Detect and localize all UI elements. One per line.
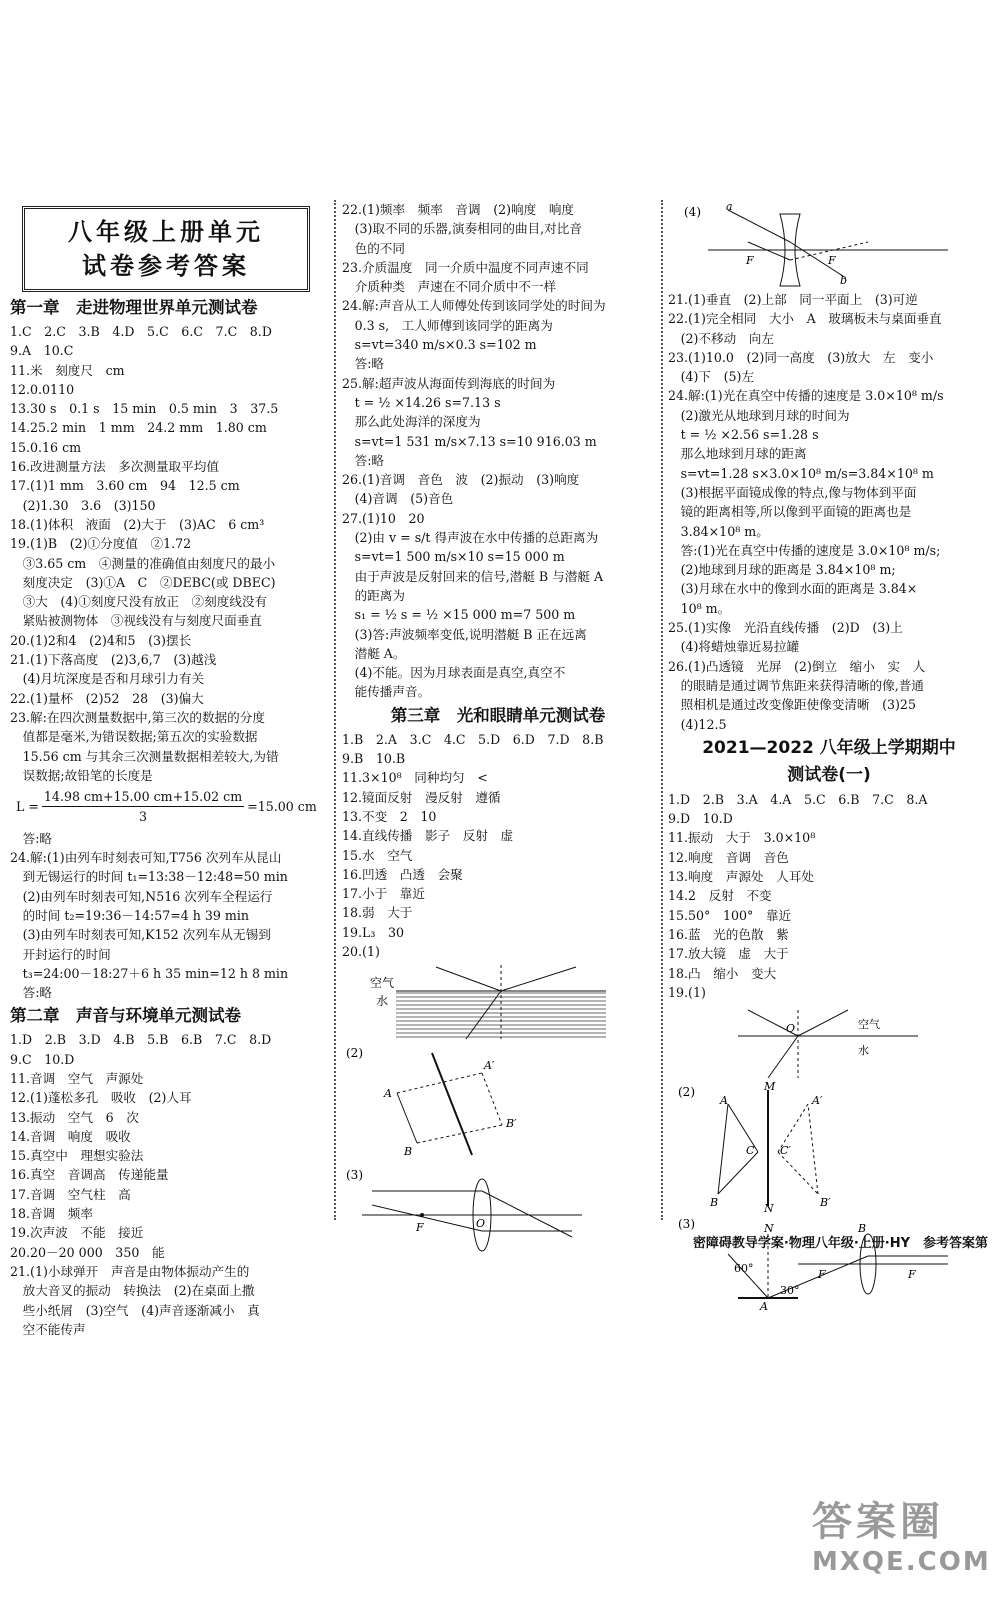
- point-B-prime: B′: [820, 1196, 831, 1210]
- answer-line: (4)音调 (5)音色: [342, 491, 454, 507]
- figure-2-label: (2): [346, 1046, 363, 1061]
- answer-line: 的距离为: [342, 587, 405, 603]
- refraction-diagram: [366, 963, 666, 1041]
- answer-line: (2)由 v = s/t 得声波在水中传播的总距离为: [342, 530, 599, 546]
- focus-F-right: F: [828, 254, 836, 267]
- answer-line: (4)月坑深度是否和月球引力有关: [10, 671, 205, 687]
- answer-line: 18.(1)体积 液面 (2)大于 (3)AC 6 cm³: [10, 516, 265, 532]
- refraction-diagram-midterm: [668, 1004, 978, 1080]
- answer-line: 由于声波是反射回来的信号,潜艇 B 与潜艇 A: [342, 568, 604, 584]
- answer-line: 15.真空中 理想实验法: [10, 1148, 144, 1164]
- answer-line: 10⁸ m。: [668, 600, 731, 616]
- column-divider: [334, 200, 336, 1220]
- answer-line: s=vt=340 m/s×0.3 s=102 m: [342, 337, 537, 353]
- chapter-1-answers: [10, 322, 328, 785]
- watermark-url: MXQE.COM: [812, 1547, 991, 1577]
- answer-line: 刻度决定 (3)①A C ②DEBC(或 DBEC): [10, 574, 276, 590]
- answer-line: 镜的距离相等,所以像到平面镜的距离也是: [668, 504, 912, 520]
- air-label: 空气: [370, 976, 395, 991]
- figure-2-label: (2): [678, 1085, 695, 1100]
- page-footer: 密障碍教导学案·物理八年级·上册·HY 参考答案第: [692, 1236, 988, 1251]
- answer-line: 24.解:(1)光在真空中传播的速度是 3.0×10⁸ m/s: [668, 388, 944, 404]
- figure-3-label: (3): [346, 1168, 363, 1183]
- mirror-image-diagram: [342, 1043, 642, 1163]
- answer-line: 的时间 t₂=19:36－14:57=4 h 39 min: [10, 907, 250, 923]
- focus-F-left: F: [746, 254, 754, 267]
- answer-line: (2)激光从地球到月球的时间为: [668, 407, 850, 423]
- answer-line: 些小纸屑 (3)空气 (4)声音逐渐减小 真: [10, 1302, 260, 1318]
- answer-line: 22.(1)完全相同 大小 A 玻璃板未与桌面垂直: [668, 311, 942, 327]
- answer-line: 1.C 2.C 3.B 4.D 5.C 6.C 7.C 8.D: [10, 324, 272, 339]
- fraction: [42, 787, 244, 827]
- angle-60: 60°: [734, 1262, 754, 1276]
- optical-center-O: O: [476, 1217, 486, 1231]
- answer-line: 17.放大镜 虚 大于: [668, 946, 789, 962]
- answer-line: 13.振动 空气 6 次: [10, 1109, 139, 1125]
- answer-line: 11.米 刻度尺 cm: [10, 362, 125, 378]
- answer-line: (2)不移动 向左: [668, 330, 774, 346]
- answer-line: 介质种类 声速在不同介质中不一样: [342, 279, 557, 295]
- answer-line: 11.3×10⁸ 同种均匀 <: [342, 770, 488, 786]
- answer-line: 16.凹透 凸透 会聚: [342, 866, 463, 882]
- figure-3-label: (3): [678, 1217, 695, 1232]
- answer-line: 16.真空 音调高 传递能量: [10, 1167, 169, 1183]
- answer-line: 20.20－20 000 350 能: [10, 1244, 165, 1260]
- answer-line: ③大 (4)①刻度尺没有放正 ②刻度线没有: [10, 594, 268, 610]
- chapter-3-heading: 第三章 光和眼睛单元测试卷: [390, 705, 606, 725]
- answer-line: ③3.65 cm ④测量的准确值由刻度尺的最小: [10, 555, 276, 571]
- answer-line: 答:略: [10, 985, 53, 1001]
- answer-line: 18.弱 大于: [342, 905, 413, 921]
- answer-line: 9.D 10.D: [668, 811, 733, 827]
- answer-line: 1.D 2.B 3.D 4.B 5.B 6.B 7.C 8.D: [10, 1032, 272, 1048]
- point-A: A: [760, 1300, 768, 1311]
- answer-line: 到无锡运行的时间 t₁=13:38－12:48=50 min: [10, 869, 288, 885]
- midterm-heading-2: 测试卷(一): [787, 764, 871, 785]
- answer-line: 19.次声波 不能 接近: [10, 1225, 144, 1241]
- column-left: [10, 200, 328, 1339]
- answer-line: 21.(1)下落高度 (2)3,6,7 (3)越浅: [10, 652, 217, 668]
- answer-line: 19.(1): [668, 984, 706, 1000]
- point-B: B: [710, 1196, 719, 1210]
- blank-top-margin: [0, 0, 996, 195]
- midterm-heading-1: 2021—2022 八年级上学期期中: [702, 737, 956, 758]
- answer-line: (3)取不同的乐器,演奏相同的曲目,对比音: [342, 221, 582, 237]
- reflection-lens-diagram: [668, 1214, 978, 1310]
- answer-line: 11.音调 空气 声源处: [10, 1070, 144, 1086]
- answer-line: 12.0.0110: [10, 381, 75, 397]
- answer-line: 13.响度 声源处 人耳处: [668, 869, 814, 885]
- answer-line: (2)地球到月球的距离是 3.84×10⁸ m;: [668, 562, 896, 578]
- answer-line: 15.56 cm 与其余三次测量数据相差较大,为错: [10, 748, 279, 764]
- answer-line: 23.(1)10.0 (2)同一高度 (3)放大 左 变小: [668, 349, 934, 365]
- point-B: B: [404, 1145, 413, 1159]
- answer-line: 16.蓝 光的色散 紫: [668, 926, 789, 942]
- answer-key-title: [22, 206, 310, 292]
- mirror-M: M: [764, 1082, 776, 1094]
- answer-line: 答:(1)光在真空中传播的速度是 3.0×10⁸ m/s;: [668, 542, 941, 558]
- answer-line: (4)将蜡烛靠近易拉罐: [668, 639, 800, 655]
- figure-4-label: (4): [684, 205, 701, 219]
- focus-F-right: F: [908, 1268, 916, 1282]
- answer-line: (3)根据平面镜成像的特点,像与物体到平面: [668, 484, 917, 500]
- answer-line: 值都是毫米,为错误数据;第五次的实验数据: [10, 729, 258, 745]
- answer-line: 23.介质温度 同一介质中温度不同声速不同: [342, 259, 589, 275]
- answer-line: 20.(1)2和4 (2)4和5 (3)摆长: [10, 632, 192, 648]
- answer-line: 18.音调 频率: [10, 1206, 93, 1222]
- fraction-numerator: 14.98 cm+15.00 cm+15.02 cm: [42, 787, 244, 807]
- answer-line: 照相机是通过改变像距使像变清晰 (3)25: [668, 697, 916, 713]
- answer-line: (4)12.5: [668, 716, 727, 732]
- answer-line: 11.振动 大于 3.0×10⁸: [668, 830, 816, 846]
- answer-line: 放大音叉的振动 转换法 (2)在桌面上撒: [10, 1283, 255, 1299]
- answer-line: 21.(1)垂直 (2)上部 同一平面上 (3)可逆: [668, 292, 918, 307]
- answer-line: 误数据;故铅笔的长度是: [10, 767, 153, 783]
- answer-line: 15.0.16 cm: [10, 439, 82, 455]
- answer-line: (4)不能。因为月球表面是真空,真空不: [342, 665, 566, 681]
- answer-line: t = ½ ×2.56 s=1.28 s: [668, 427, 819, 443]
- answer-line: 答:略: [10, 830, 53, 846]
- answer-line: 22.(1)量杯 (2)52 28 (3)偏大: [10, 690, 204, 706]
- column-divider: [661, 200, 663, 1220]
- answer-line: 14.音调 响度 吸收: [10, 1128, 131, 1144]
- watermark-logo: [812, 1490, 991, 1590]
- answer-line: 答:略: [342, 356, 385, 372]
- answer-line: 20.(1): [342, 943, 380, 959]
- answer-line: 空不能传声: [10, 1321, 86, 1337]
- lens-diagram: [342, 1165, 642, 1253]
- point-C-prime: C′: [780, 1144, 791, 1158]
- point-A-prime: A′: [812, 1094, 823, 1108]
- air-label: 空气: [858, 1018, 880, 1032]
- angle-30: 30°: [780, 1284, 800, 1298]
- answer-line: 26.(1)凸透镜 光屏 (2)倒立 缩小 实 人: [668, 658, 926, 674]
- formula-lhs: L =: [16, 799, 39, 815]
- answer-line: (4)下 (5)左: [668, 369, 755, 385]
- chapter-2-heading: 第二章 声音与环境单元测试卷: [10, 1006, 241, 1026]
- ray-a: a: [726, 202, 733, 213]
- answer-line: s=vt=1 531 m/s×7.13 s=10 916.03 m: [342, 433, 597, 449]
- chapter-2-answers: [10, 1030, 328, 1339]
- chapter-1-answers-cont: [10, 829, 328, 1003]
- answer-line: (3)答:声波频率变低,说明潜艇 B 正在远离: [342, 626, 587, 642]
- answer-line: 19.L₃ 30: [342, 924, 405, 940]
- chapter-2-answers-cont: [342, 200, 654, 702]
- concave-lens-diagram: [668, 202, 978, 288]
- answer-line: 23.解:在四次测量数据中,第三次的数据的分度: [10, 709, 265, 725]
- point-A: A: [384, 1087, 392, 1101]
- water-label: 水: [376, 994, 389, 1009]
- title-line-2: 试卷参考答案: [82, 252, 250, 280]
- fraction-denominator: 3: [139, 809, 148, 825]
- midterm-answers: [668, 790, 990, 1002]
- point-A: A: [720, 1094, 728, 1108]
- column-right: [668, 200, 990, 1312]
- answer-line: 14.2 反射 不变: [668, 888, 772, 904]
- answer-line: (2)1.30 3.6 (3)150: [10, 497, 156, 513]
- plane-mirror-diagram: [668, 1082, 978, 1212]
- answer-line: 27.(1)10 20: [342, 510, 425, 526]
- chapter-1-heading: 第一章 走进物理世界单元测试卷: [10, 298, 258, 317]
- answer-line: 22.(1)频率 频率 音调 (2)响度 响度: [342, 202, 575, 217]
- normal-N: N: [764, 1222, 774, 1236]
- answer-line: 9.C 10.D: [10, 1051, 75, 1067]
- title-line-1: 八年级上册单元: [68, 218, 264, 246]
- answer-line: 12.响度 音调 音色: [668, 849, 789, 865]
- answer-line: 15.水 空气: [342, 847, 413, 863]
- answer-line: 25.(1)实像 光沿直线传播 (2)D (3)上: [668, 620, 903, 636]
- point-B-prime: B′: [506, 1117, 517, 1131]
- answer-line: 开封运行的时间: [10, 946, 111, 962]
- answer-line: 26.(1)音调 音色 波 (2)振动 (3)响度: [342, 472, 580, 488]
- water-label: 水: [858, 1044, 869, 1058]
- focus-F-left: F: [818, 1268, 826, 1282]
- answer-line: 潜艇 A。: [342, 645, 406, 661]
- answer-line: 14.25.2 min 1 mm 24.2 mm 1.80 cm: [10, 420, 267, 436]
- answer-line: 17.音调 空气柱 高: [10, 1186, 131, 1202]
- answer-line: 21.(1)小球弹开 声音是由物体振动产生的: [10, 1263, 250, 1279]
- answer-line: 能传播声音。: [342, 684, 431, 700]
- answer-line: 9.B 10.B: [342, 751, 406, 767]
- answer-line: 9.A 10.C: [10, 343, 74, 359]
- answer-line: 25.解:超声波从海面传到海底的时间为: [342, 375, 556, 391]
- focus-F: F: [416, 1221, 424, 1235]
- answer-line: 13.30 s 0.1 s 15 min 0.5 min 3 37.5: [10, 401, 279, 417]
- chapter-3-answers-cont: [668, 290, 990, 734]
- column-middle: [342, 200, 654, 1255]
- answer-line: 那么地球到月球的距离: [668, 446, 807, 462]
- answer-line: 答:略: [342, 452, 385, 468]
- answer-line: 1.B 2.A 3.C 4.C 5.D 6.D 7.D 8.B: [342, 731, 604, 747]
- mirror-N: N: [764, 1202, 774, 1213]
- answer-line: 色的不同: [342, 240, 405, 256]
- point-C: C: [746, 1144, 755, 1158]
- answer-line: 16.改进测量方法 多次测量取平均值: [10, 459, 219, 475]
- answer-line: 的眼睛是通过调节焦距来获得清晰的像,普通: [668, 677, 924, 693]
- answer-line: 13.不变 2 10: [342, 808, 437, 824]
- answer-line: (3)由列车时刻表可知,K152 次列车从无锡到: [10, 927, 271, 943]
- answer-line: s=vt=1 500 m/s×10 s=15 000 m: [342, 549, 565, 565]
- answer-line: 15.50° 100° 靠近: [668, 907, 792, 923]
- answer-line: 紧贴被测物体 ③视线没有与刻度尺面垂直: [10, 613, 262, 629]
- answer-line: s=vt=1.28 s×3.0×10⁸ m/s=3.84×10⁸ m: [668, 465, 934, 481]
- answer-line: 19.(1)B (2)①分度值 ②1.72: [10, 536, 192, 552]
- answer-line: 17.(1)1 mm 3.60 cm 94 12.5 cm: [10, 478, 240, 494]
- answer-line: 3.84×10⁸ m。: [668, 523, 769, 539]
- answer-line: t = ½ ×14.26 s=7.13 s: [342, 394, 501, 410]
- answer-line: 12.(1)蓬松多孔 吸收 (2)人耳: [10, 1090, 192, 1106]
- answer-line: 14.直线传播 影子 反射 虚: [342, 828, 514, 844]
- answer-line: (2)由列车时刻表可知,N516 次列车全程运行: [10, 888, 273, 904]
- length-formula: [16, 787, 328, 827]
- answer-line: 12.镜面反射 漫反射 遵循: [342, 789, 501, 805]
- chapter-3-answers: [342, 730, 654, 962]
- answer-line: (3)月球在水中的像到水面的距离是 3.84×: [668, 581, 918, 597]
- answer-line: 0.3 s, 工人师傅到该同学的距离为: [342, 317, 553, 333]
- answer-line: 24.解:(1)由列车时刻表可知,T756 次列车从昆山: [10, 850, 282, 866]
- answer-line: 18.凸 缩小 变大: [668, 965, 777, 981]
- answer-line: 24.解:声音从工人师傅处传到该同学处的时间为: [342, 298, 606, 314]
- answer-line: s₁ = ½ s = ½ ×15 000 m=7 500 m: [342, 607, 576, 623]
- point-O: O: [786, 1022, 796, 1036]
- answer-line: 1.D 2.B 3.A 4.A 5.C 6.B 7.C 8.A: [668, 791, 928, 807]
- answer-line: t₃=24:00－18:27＋6 h 35 min=12 h 8 min: [10, 965, 289, 981]
- ray-b: b: [840, 274, 848, 287]
- point-B: B: [858, 1222, 867, 1236]
- watermark-text: 答案圈: [812, 1499, 944, 1545]
- formula-rhs: =15.00 cm: [247, 799, 317, 815]
- point-A-prime: A′: [484, 1059, 495, 1073]
- answer-line: 17.小于 靠近: [342, 886, 425, 902]
- answer-line: 那么此处海洋的深度为: [342, 414, 481, 430]
